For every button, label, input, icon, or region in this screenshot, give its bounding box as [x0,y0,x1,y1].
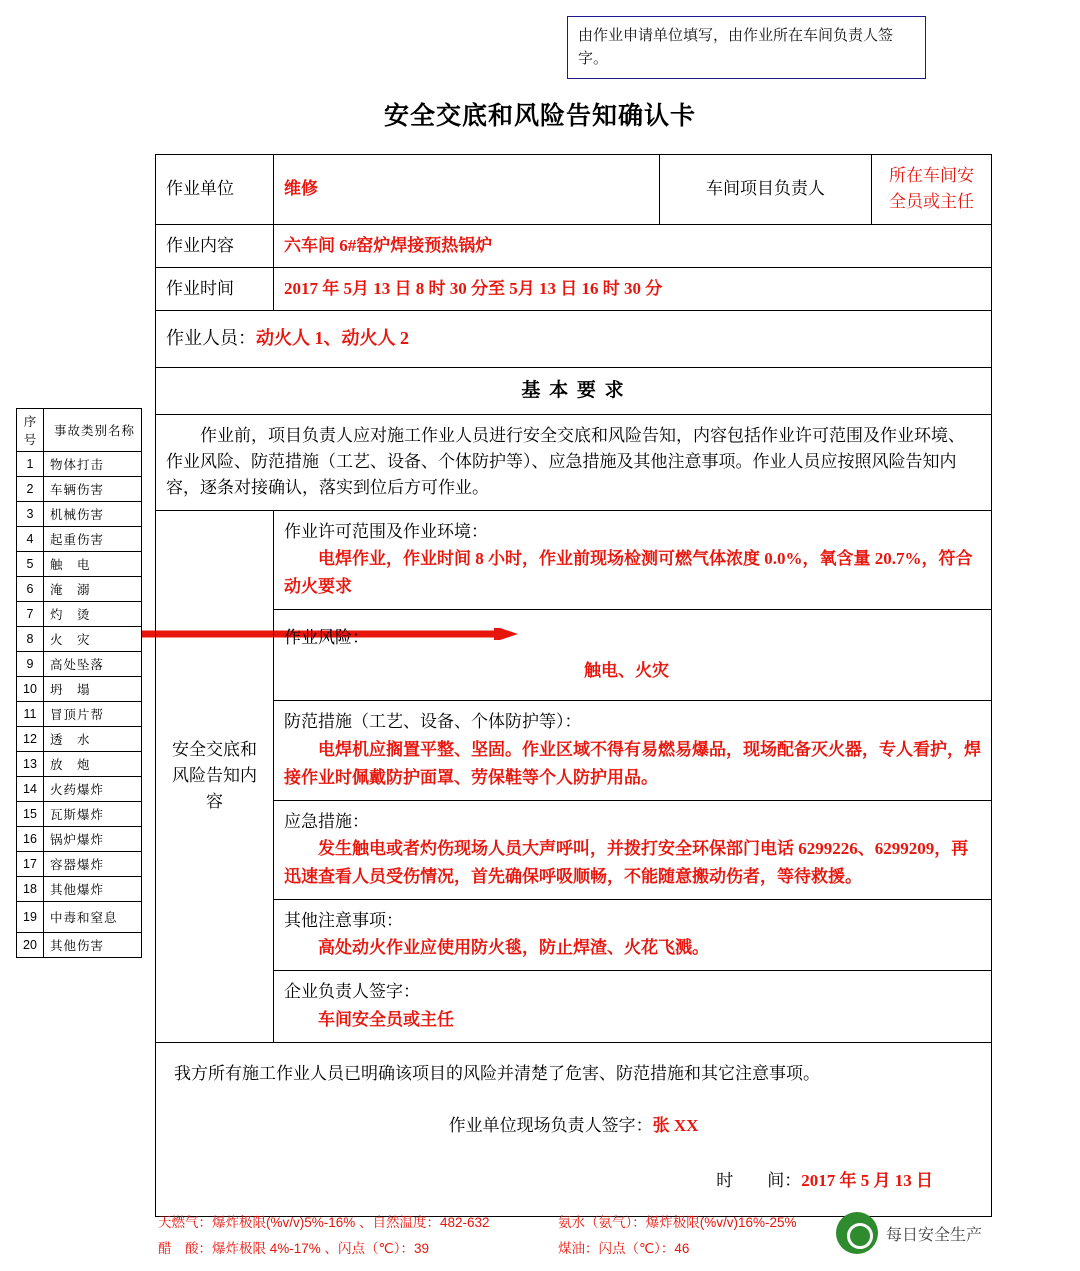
row-no: 6 [17,577,44,602]
row-section-signature [156,971,992,1042]
row-name: 机械伤害 [44,502,142,527]
label-work-content: 作业内容 [156,224,274,267]
cell-section-signature [274,971,992,1042]
row-no: 14 [17,777,44,802]
label-work-time: 作业时间 [156,268,274,311]
footnote-row [158,1236,818,1262]
table-row [17,577,142,602]
watermark-stamp [836,1208,1051,1258]
row-name: 火 灾 [44,627,142,652]
vertical-label-text: 安全交底和风险告知内容 [172,739,257,812]
footnote-left: 天燃气：爆炸极限(%v/v)5%-16% 、自然温度：482-632 [158,1215,490,1230]
row-no: 13 [17,752,44,777]
row-name: 灼 烫 [44,602,142,627]
row-no: 4 [17,527,44,552]
row-name: 锅炉爆炸 [44,827,142,852]
row-name: 其他爆炸 [44,877,142,902]
row-no: 2 [17,477,44,502]
label-work-unit: 作业单位 [156,155,274,225]
basic-requirement-body: 作业前，项目负责人应对施工作业人员进行安全交底和风险告知，内容包括作业许可范围及作业环境、作业风险、防范措施（工艺、设备、个体防护等）、应急措施及其他注意事项。作业人员应按照风险告知内容，逐条对接确认，落实到位后方可作业。 [156,414,992,510]
section-body-company-signature[interactable]: 车间安全员或主任 [318,1009,454,1029]
table-row [17,727,142,752]
callout-note [567,16,926,79]
cell-section-other [274,900,992,971]
section-title-scope: 作业许可范围及作业环境： [284,521,488,541]
row-no: 17 [17,852,44,877]
label-workshop-manager: 车间项目负责人 [660,155,872,225]
declaration-text: 我方所有施工作业人员已明确该项目的风险并清楚了危害、防范措施和其它注意事项。 [174,1063,820,1083]
table-row [17,552,142,577]
row-no: 8 [17,627,44,652]
header-no: 序号 [17,409,44,452]
table-row [17,877,142,902]
basic-requirement-title: 基 本 要 求 [156,368,992,414]
date-label: 时 间： [716,1170,802,1190]
table-row [17,477,142,502]
row-work-time [156,268,992,311]
table-row-highlight [17,627,142,652]
table-row [17,902,142,933]
cell-section-emergency [274,800,992,899]
page-title: 安全交底和风险告知确认卡 [383,103,696,130]
accident-category-table [16,408,142,958]
signature-label: 作业单位现场负责人签字： [448,1116,653,1136]
row-work-content [156,224,992,267]
value-work-unit[interactable]: 维修 [274,155,660,225]
row-name: 瓦斯爆炸 [44,802,142,827]
row-section-risk [156,610,992,701]
row-section-emergency [156,800,992,899]
row-basic-requirement-title [156,368,992,414]
row-no: 3 [17,502,44,527]
row-section-other [156,900,992,971]
row-section-prevention [156,701,992,800]
footnote-row [158,1210,818,1236]
row-name: 高处坠落 [44,652,142,677]
table-row [17,452,142,477]
section-body-scope[interactable]: 电焊作业，作业时间 8 小时，作业前现场检测可燃气体浓度 0.0%，氧含量 20.7%，符合动火要求 [284,549,973,597]
cell-section-risk [274,610,992,701]
row-no: 15 [17,802,44,827]
watermark-text: 每日安全生产 [886,1226,983,1244]
table-row [17,652,142,677]
table-row [17,527,142,552]
section-body-emergency[interactable]: 发生触电或者灼伤现场人员大声呼叫，并拨打安全环保部门电话 6299226、6299209，再迅速查看人员受伤情况，首先确保呼吸顺畅，不能随意搬动伤者，等待救援。 [284,838,969,886]
circle-logo-icon [836,1212,878,1254]
date-value[interactable]: 2017 年 5 月 13 日 [801,1170,933,1190]
table-row [17,827,142,852]
section-body-risk[interactable]: 触电、火灾 [584,661,669,681]
row-name: 冒顶片帮 [44,702,142,727]
row-name: 坍 塌 [44,677,142,702]
section-title-risk: 作业风险： [284,627,369,647]
row-name: 中毒和窒息 [44,902,142,933]
row-no: 1 [17,452,44,477]
footnotes [158,1210,818,1261]
value-work-time[interactable]: 2017 年 5月 13 日 8 时 30 分至 5月 13 日 16 时 30 分 [274,268,992,311]
row-name: 车辆伤害 [44,477,142,502]
value-work-personnel[interactable]: 动火人 1、动火人 2 [256,328,409,349]
cell-section-scope [274,510,992,609]
table-row [17,777,142,802]
row-name: 放 炮 [44,752,142,777]
row-name: 淹 溺 [44,577,142,602]
row-section-scope [156,510,992,609]
section-title-prevention: 防范措施（工艺、设备、个体防护等）： [284,712,582,732]
label-safety-officer: 所在车间安全员或主任 [872,155,992,225]
row-name: 火药爆炸 [44,777,142,802]
row-name: 物体打击 [44,452,142,477]
value-work-content[interactable]: 六车间 6#窑炉焊接预热锅炉 [274,224,992,267]
signature-line [174,1113,973,1139]
row-declaration [156,1042,992,1216]
row-no: 7 [17,602,44,627]
section-title-emergency: 应急措施： [284,811,369,831]
row-no: 9 [17,652,44,677]
row-name: 容器爆炸 [44,852,142,877]
table-row [17,852,142,877]
date-line [174,1168,933,1194]
row-no: 11 [17,702,44,727]
table-row [17,752,142,777]
row-no: 19 [17,902,44,933]
cell-work-personnel [156,311,992,368]
row-no: 16 [17,827,44,852]
row-name: 起重伤害 [44,527,142,552]
section-body-prevention[interactable]: 电焊机应搁置平整、坚固。作业区域不得有易燃易爆品，现场配备灭火器，专人看护，焊接作业时佩戴防护面罩、劳保鞋等个人防护用品。 [284,739,981,787]
section-body-other[interactable]: 高处动火作业应使用防火毯，防止焊渣、火花飞溅。 [318,938,709,958]
row-name: 触 电 [44,552,142,577]
footnote-left: 醋 酸：爆炸极限 4%-17% 、闪点（℃）：39 [158,1240,429,1256]
section-title-other: 其他注意事项： [284,911,403,931]
row-no: 12 [17,727,44,752]
row-no: 18 [17,877,44,902]
section-title-company-signature: 企业负责人签字： [284,982,420,1002]
row-work-personnel [156,311,992,368]
footnote-right: 煤油：闪点（℃）：46 [558,1240,690,1256]
row-name: 其他伤害 [44,933,142,958]
signature-value[interactable]: 张 XX [652,1116,699,1136]
cell-declaration [156,1042,992,1216]
table-row [17,602,142,627]
table-row [17,933,142,958]
table-row [17,702,142,727]
label-work-personnel: 作业人员： [166,328,256,349]
row-name: 透 水 [44,727,142,752]
callout-text: 由作业申请单位填写，由作业所在车间负责人签字。 [578,28,894,67]
table-header-row [17,409,142,452]
row-basic-requirement-body [156,414,992,510]
vertical-label-briefing-content [156,510,274,1042]
row-no: 20 [17,933,44,958]
row-no: 5 [17,552,44,577]
row-no: 10 [17,677,44,702]
table-row [17,802,142,827]
footnote-right: 氨水（氨气）：爆炸极限(%v/v)16%-25% [558,1215,797,1230]
table-row [17,677,142,702]
table-row [17,502,142,527]
safety-briefing-form [155,154,992,1217]
row-work-unit [156,155,992,225]
cell-section-prevention [274,701,992,800]
header-name: 事故类别名称 [44,409,142,452]
